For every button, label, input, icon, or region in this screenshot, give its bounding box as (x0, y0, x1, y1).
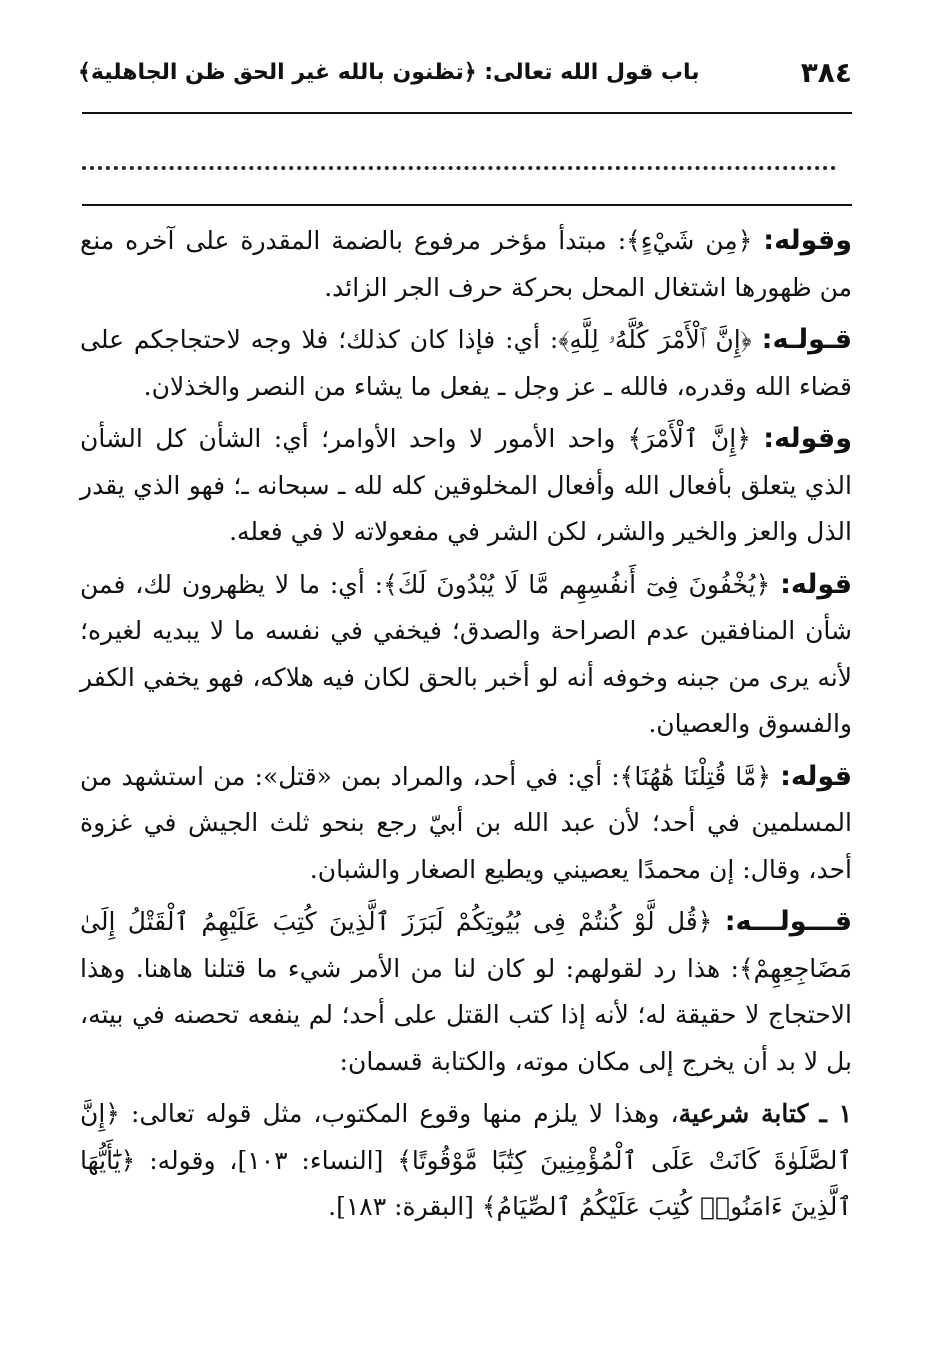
paragraph (80, 899, 852, 1085)
main-text (80, 218, 852, 1237)
list-item (80, 1091, 852, 1231)
paragraph (80, 317, 852, 410)
paragraph-text: : أي: في أحد، والمراد بمن «قتل»: من استشهد من المسلمين في أحد؛ لأن عبد الله بن أبيّ رجع بنحو ثلث الجيش في غزوة أحد، وقال: إن محمدًا يعصيني ويطيع الصغار والشبان. (80, 761, 852, 884)
quran-quote: ﴿إِنَّ ٱلْأَمْرَ كُلَّهُۥ لِلَّهِ﴾ (558, 325, 752, 354)
paragraph-lead: قوله: (780, 568, 852, 600)
paragraph-lead: قـــولـــه: (724, 906, 853, 937)
paragraph-text: : أي: ما لا يظهرون لك، فمن شأن المنافقين عدم الصراحة والصدق؛ فيخفي في نفسه ما لا يبديه لغيره؛ لأنه يرى من جبنه وخوفه أنه لو أخبر بالحق لكان فيه هلاكه، فهو يخفي الكفر والفسوق والعصيان. (80, 569, 852, 738)
quran-quote: ﴿إِنَّ ٱلْأَمْرَ﴾ (627, 424, 751, 453)
list-text: ، وقوله: (135, 1145, 238, 1175)
paragraph-text: : أي: فإذا كان كذلك؛ فلا وجه لاحتجاجكم على قضاء الله وقدره، فالله ـ عز وجل ـ يفعل ما يشاء من النصر والخذلان. (80, 325, 852, 401)
quran-quote: ﴿إِنَّ ٱلصَّلَوٰةَ كَانَتْ عَلَى ٱلْمُؤْمِنِينَ كِتَٰبًا مَّوْقُوتًا﴾ (80, 1099, 852, 1175)
paragraph (80, 416, 852, 556)
quran-reference: [النساء: ١٠٣] (237, 1145, 398, 1175)
quran-reference: [البقرة: ١٨٣]. (328, 1192, 482, 1221)
paragraph (80, 562, 852, 748)
paragraph-lead: وقوله: (763, 225, 852, 256)
list-text: ، وهذا لا يلزم منها وقوع المكتوب، مثل قوله تعالى: (119, 1099, 679, 1128)
dotted-separator (82, 146, 836, 170)
page-header (78, 52, 852, 92)
paragraph-lead: قـولـه: (761, 324, 853, 355)
quran-quote: ﴿يُخْفُونَ فِىٓ أَنفُسِهِم مَّا لَا يُبْدُونَ لَكَ﴾ (383, 569, 771, 599)
paragraph-lead: وقوله: (763, 423, 852, 454)
paragraph-text: : مبتدأ مؤخر مرفوع بالضمة المقدرة على آخره منع من ظهورها اشتغال المحل بحركة حرف الجر الزائد. (80, 226, 852, 302)
quran-quote: ﴿يَٰٓأَيُّهَا ٱلَّذِينَ ءَامَنُوا۟ كُتِبَ عَلَيْكُمُ ٱلصِّيَامُ﴾ (80, 1145, 852, 1221)
running-head: باب قول الله تعالى: ﴿تظنون بالله غير الحق ظن الجاهلية﴾ (78, 59, 700, 85)
footnote-rule (82, 204, 852, 206)
quran-quote: ﴿قُل لَّوْ كُنتُمْ فِى بُيُوتِكُمْ لَبَرَزَ ٱلَّذِينَ كُتِبَ عَلَيْهِمُ ٱلْقَتْلُ إِلَىٰ مَضَاجِعِهِمْ﴾ (80, 907, 852, 983)
paragraph (80, 218, 852, 311)
list-number: ١ ـ (819, 1099, 853, 1128)
paragraph-text: واحد الأمور لا واحد الأوامر؛ أي: الشأن كل الشأن الذي يتعلق بأفعال الله وأفعال المخلوقين كله لله ـ سبحانه ـ؛ فهو الذي يقدر الذل والعز والخير والشر، لكن الشر في مفعولاته لا في فعله. (80, 424, 852, 546)
paragraph-text: : هذا رد لقولهم: لو كان لنا من الأمر شيء ما قتلنا هاهنا. وهذا الاحتجاج لا حقيقة له؛ لأنه إذا كتب القتل على أحد؛ لم ينفعه تحصنه في بيته، بل لا بد أن يخرج إلى مكان موته، والكتابة قسمان: (80, 953, 852, 1076)
page-number: ٣٨٤ (800, 55, 852, 89)
list-term: كتابة شرعية (678, 1099, 809, 1128)
quran-quote: ﴿مِن شَيْءٍ﴾ (626, 226, 753, 255)
paragraph-lead: قوله: (780, 760, 852, 792)
header-rule (82, 112, 852, 114)
paragraph (80, 754, 852, 894)
quran-quote: ﴿مَّا قُتِلْنَا هَٰهُنَا﴾ (619, 761, 771, 791)
